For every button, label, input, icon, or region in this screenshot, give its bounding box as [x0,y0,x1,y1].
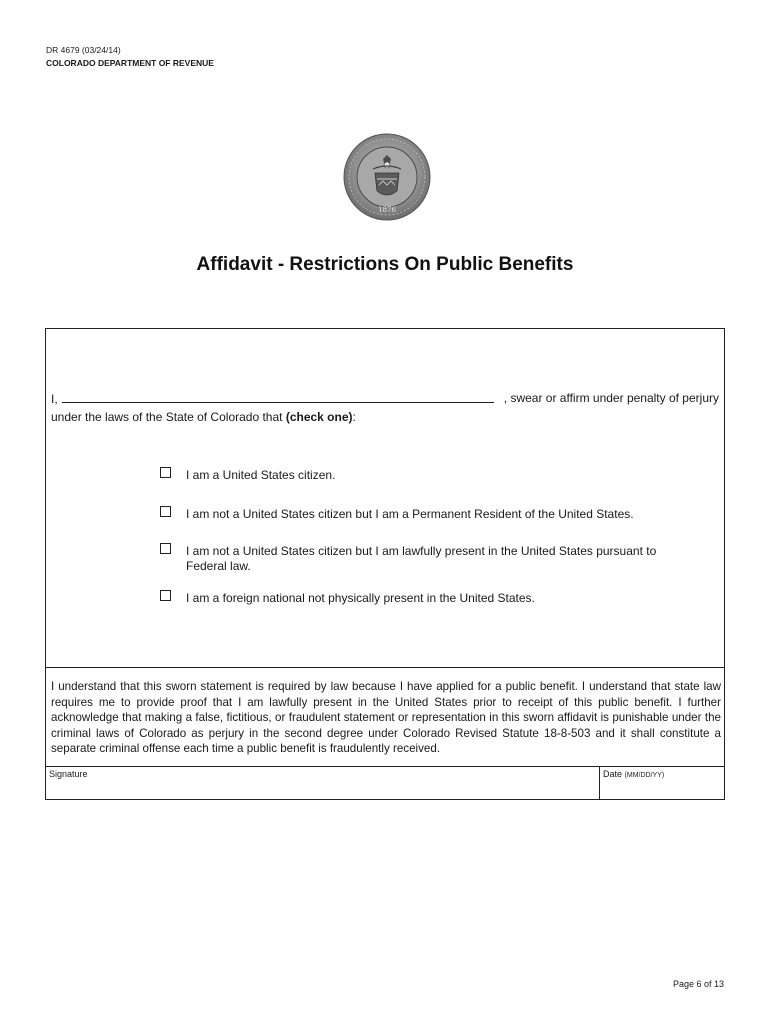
seal-year: 1876 [378,206,396,214]
statement-line-2 [51,410,356,424]
signature-label: Signature [49,769,88,779]
signature-row-border [45,766,725,767]
date-format-hint: (MM/DD/YY) [624,772,665,779]
checkbox-lawfully-present[interactable] [160,543,171,554]
acknowledgement-paragraph: I understand that this sworn statement is required by law because I have applied for a public benefit. I understand that state law requires me to provide proof that I am lawfully present in the United States prior to receipt of this public benefit. I further acknowledge that making a false, fictitious, or fraudulent statement or representation in this sworn affidavit is punishable under the criminal laws of Colorado as perjury in the second degree under Colorado Revised Statute 18-8-503 and it shall constitute a separate criminal offense each time a public benefit is fraudulently received. [51,680,721,755]
state-seal-icon [343,133,431,221]
checkbox-foreign-national[interactable] [160,590,171,601]
signature-date-separator [599,766,600,800]
statement-suffix: , swear or affirm under penalty of perjury [503,391,719,405]
option-label: I am a United States citizen. [186,468,336,482]
option-label: I am not a United States citizen but I am a Permanent Resident of the United States. [186,507,634,521]
option-label: I am a foreign national not physically present in the United States. [186,591,535,605]
check-one-label: (check one) [285,410,353,424]
form-id: DR 4679 (03/24/14) [46,45,121,55]
statement-prefix: I, [51,392,58,406]
date-label: Date [603,769,623,779]
signature-field[interactable] [49,769,88,779]
statement-line2-end: : [352,410,356,424]
statement-line2-text: under the laws of the State of Colorado that [51,410,286,424]
name-field[interactable] [62,391,494,403]
date-field[interactable] [603,769,664,779]
swear-statement-line [51,391,719,406]
page-number: Page 6 of 13 [672,979,724,989]
form-title: Affidavit - Restrictions On Public Benefits [196,254,574,275]
department-name: COLORADO DEPARTMENT OF REVENUE [46,58,214,68]
checkbox-citizen[interactable] [160,467,171,478]
section-divider [45,667,725,668]
option-label: I am not a United States citizen but I am lawfully present in the United States pursuant to Federal law. [186,544,657,573]
checkbox-permanent-resident[interactable] [160,506,171,517]
